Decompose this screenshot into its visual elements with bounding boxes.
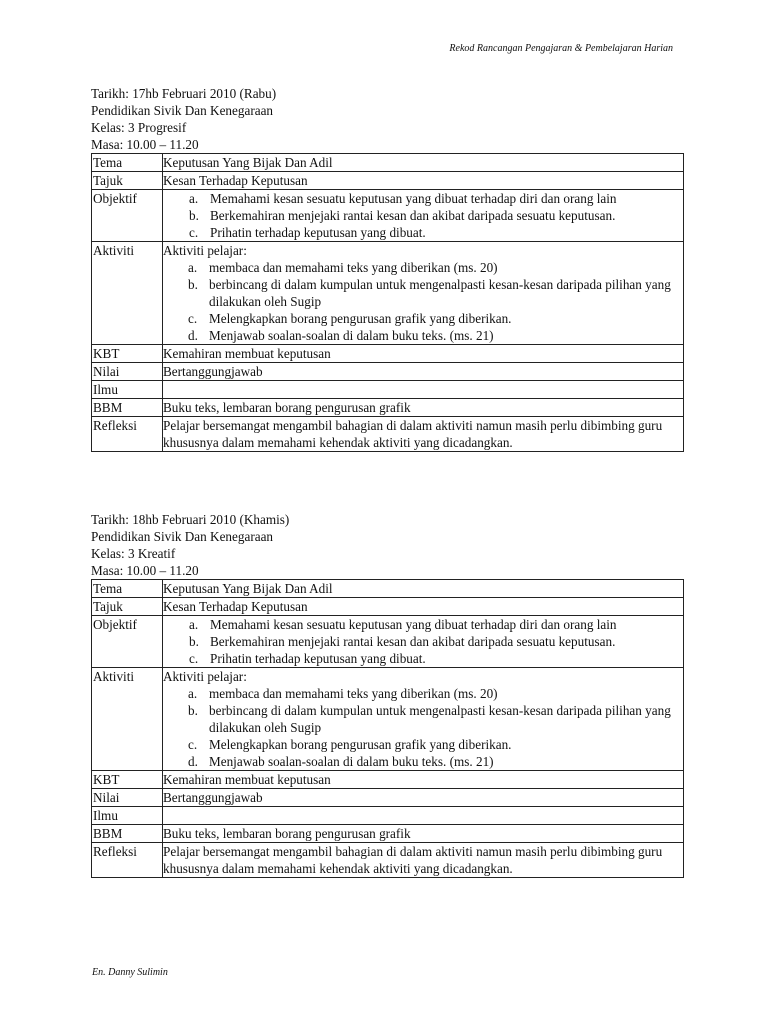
list-item: b. Berkemahiran menjejaki rantai kesan dan akibat daripada sesuatu keputusan.: [189, 634, 616, 649]
lesson-entry: [91, 511, 684, 878]
row-value-objektif: [163, 616, 684, 668]
lesson-time: Masa: 10.00 – 11.20: [91, 137, 199, 152]
objective-list: [163, 616, 683, 667]
lesson-date: Tarikh: 18hb Februari 2010 (Khamis): [91, 512, 290, 527]
table-row: [92, 190, 684, 242]
row-label-kbt: KBT: [92, 771, 163, 789]
table-row: [92, 363, 684, 381]
table-row: [92, 580, 684, 598]
lesson-subject: Pendidikan Sivik Dan Kenegaraan: [91, 529, 274, 544]
row-label-kbt: KBT: [92, 345, 163, 363]
list-item: d. Menjawab soalan-soalan di dalam buku teks. (ms. 21): [188, 754, 494, 769]
row-label-aktiviti: Aktiviti: [92, 242, 163, 345]
table-row: [92, 789, 684, 807]
row-label-tajuk: Tajuk: [92, 598, 163, 616]
lesson-time: Masa: 10.00 – 11.20: [91, 563, 199, 578]
row-value-bbm: Buku teks, lembaran borang pengurusan grafik: [163, 399, 684, 417]
lesson-date: Tarikh: 17hb Februari 2010 (Rabu): [91, 86, 277, 101]
row-label-objektif: Objektif: [92, 190, 163, 242]
list-item: a. Memahami kesan sesuatu keputusan yang dibuat terhadap diri dan orang lain: [189, 191, 617, 206]
row-label-ilmu: Ilmu: [92, 807, 163, 825]
list-item: c. Prihatin terhadap keputusan yang dibuat.: [189, 225, 426, 240]
table-row: [92, 598, 684, 616]
list-item: a. membaca dan memahami teks yang diberikan (ms. 20): [188, 686, 498, 701]
table-row: [92, 417, 684, 452]
row-value-objektif: [163, 190, 684, 242]
row-label-tema: Tema: [92, 154, 163, 172]
table-row: [92, 154, 684, 172]
row-label-tema: Tema: [92, 580, 163, 598]
objective-list: [163, 190, 683, 241]
page-footer: En. Danny Sulimin: [92, 967, 168, 978]
lesson-plan-table: [91, 153, 684, 452]
list-item: b. berbincang di dalam kumpulan untuk mengenalpasti kesan-kesan daripada pilihan yang dilakukan oleh Sugip: [188, 703, 671, 735]
row-value-tajuk: Kesan Terhadap Keputusan: [163, 172, 684, 190]
list-item: a. Memahami kesan sesuatu keputusan yang dibuat terhadap diri dan orang lain: [189, 617, 617, 632]
list-item: c. Melengkapkan borang pengurusan grafik yang diberikan.: [188, 311, 512, 326]
row-value-aktiviti: [163, 668, 684, 771]
list-item: c. Melengkapkan borang pengurusan grafik yang diberikan.: [188, 737, 512, 752]
lesson-entry: [91, 85, 684, 452]
table-row: [92, 242, 684, 345]
table-row: [92, 771, 684, 789]
row-value-refleksi: Pelajar bersemangat mengambil bahagian di dalam aktiviti namun masih perlu dibimbing guru khususnya dalam memahami kehendak aktiviti yang dicadangkan.: [163, 417, 684, 452]
page-header: Rekod Rancangan Pengajaran & Pembelajaran Harian: [449, 43, 673, 54]
activity-list: [163, 685, 683, 770]
list-item: a. membaca dan memahami teks yang diberikan (ms. 20): [188, 260, 498, 275]
row-label-tajuk: Tajuk: [92, 172, 163, 190]
lesson-class: Kelas: 3 Kreatif: [91, 546, 176, 561]
row-value-ilmu: [163, 807, 684, 825]
row-label-nilai: Nilai: [92, 789, 163, 807]
row-value-ilmu: [163, 381, 684, 399]
row-value-nilai: Bertanggungjawab: [163, 363, 684, 381]
list-item: d. Menjawab soalan-soalan di dalam buku teks. (ms. 21): [188, 328, 494, 343]
row-value-tema: Keputusan Yang Bijak Dan Adil: [163, 154, 684, 172]
row-value-nilai: Bertanggungjawab: [163, 789, 684, 807]
row-value-tajuk: Kesan Terhadap Keputusan: [163, 598, 684, 616]
row-value-bbm: Buku teks, lembaran borang pengurusan grafik: [163, 825, 684, 843]
activity-list: [163, 259, 683, 344]
row-label-ilmu: Ilmu: [92, 381, 163, 399]
row-label-objektif: Objektif: [92, 616, 163, 668]
row-value-kbt: Kemahiran membuat keputusan: [163, 771, 684, 789]
table-row: [92, 807, 684, 825]
table-row: [92, 399, 684, 417]
row-value-refleksi: Pelajar bersemangat mengambil bahagian di dalam aktiviti namun masih perlu dibimbing guru khususnya dalam memahami kehendak aktiviti yang dicadangkan.: [163, 843, 684, 878]
table-row: [92, 345, 684, 363]
row-value-kbt: Kemahiran membuat keputusan: [163, 345, 684, 363]
row-value-tema: Keputusan Yang Bijak Dan Adil: [163, 580, 684, 598]
row-label-nilai: Nilai: [92, 363, 163, 381]
list-item: b. Berkemahiran menjejaki rantai kesan dan akibat daripada sesuatu keputusan.: [189, 208, 616, 223]
row-label-aktiviti: Aktiviti: [92, 668, 163, 771]
activity-intro: Aktiviti pelajar:: [163, 243, 247, 258]
list-item: b. berbincang di dalam kumpulan untuk mengenalpasti kesan-kesan daripada pilihan yang dilakukan oleh Sugip: [188, 277, 671, 309]
list-item: c. Prihatin terhadap keputusan yang dibuat.: [189, 651, 426, 666]
table-row: [92, 172, 684, 190]
row-label-refleksi: Refleksi: [92, 417, 163, 452]
lesson-plan-table: [91, 579, 684, 878]
row-value-aktiviti: [163, 242, 684, 345]
table-row: [92, 668, 684, 771]
row-label-refleksi: Refleksi: [92, 843, 163, 878]
activity-intro: Aktiviti pelajar:: [163, 669, 247, 684]
lesson-subject: Pendidikan Sivik Dan Kenegaraan: [91, 103, 274, 118]
table-row: [92, 616, 684, 668]
table-row: [92, 843, 684, 878]
lesson-class: Kelas: 3 Progresif: [91, 120, 187, 135]
table-row: [92, 825, 684, 843]
row-label-bbm: BBM: [92, 825, 163, 843]
table-row: [92, 381, 684, 399]
row-label-bbm: BBM: [92, 399, 163, 417]
